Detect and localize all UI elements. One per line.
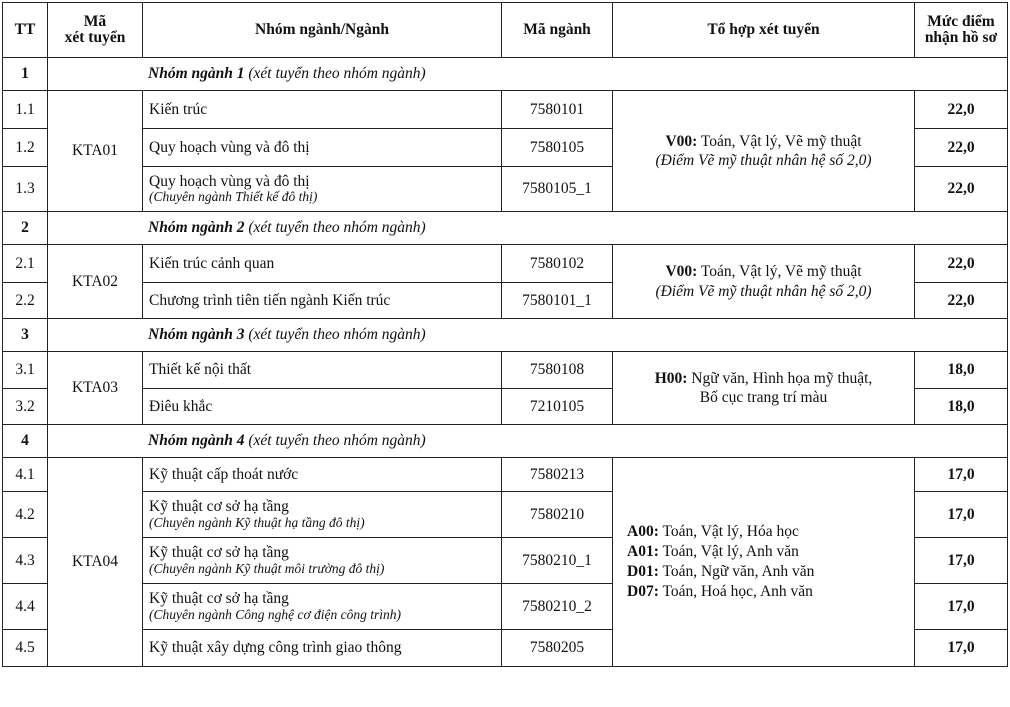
ma-nganh: 7580105 — [502, 129, 613, 167]
muc-diem: 22,0 — [915, 129, 1008, 167]
group-title — [48, 212, 1008, 245]
to-hop-subjects: Toán, Vật lý, Hóa học — [658, 522, 799, 540]
ma-xet-tuyen: KTA02 — [48, 245, 143, 319]
nganh-name: Kỹ thuật cơ sở hạ tầng — [149, 590, 289, 608]
to-hop-subjects: Toán, Vật lý, Vẽ mỹ thuật — [697, 263, 862, 281]
row-tt: 1.2 — [3, 129, 48, 167]
ma-nganh: 7580102 — [502, 245, 613, 283]
table-row — [3, 352, 1008, 389]
nganh-name-cell — [143, 167, 502, 212]
row-tt: 2.2 — [3, 283, 48, 319]
group-title — [48, 58, 1008, 91]
group-name: Nhóm ngành 1 — [148, 65, 245, 82]
nganh-name: Chương trình tiên tiến ngành Kiến trúc — [149, 291, 391, 309]
to-hop-subjects: Toán, Vật lý, Vẽ mỹ thuật — [697, 132, 862, 150]
ma-nganh: 7580213 — [502, 458, 613, 492]
muc-diem: 22,0 — [915, 167, 1008, 212]
nganh-name-cell — [143, 584, 502, 630]
to-hop-subjects: Bố cục trang trí màu — [699, 389, 828, 406]
row-tt: 1.1 — [3, 91, 48, 129]
group-row — [3, 319, 1008, 352]
row-tt: 2.1 — [3, 245, 48, 283]
ma-xet-tuyen: KTA03 — [48, 352, 143, 425]
nganh-subtitle: (Chuyên ngành Thiết kế đô thị) — [149, 189, 318, 205]
to-hop-code: V00: — [665, 132, 698, 150]
muc-diem: 17,0 — [915, 458, 1008, 492]
to-hop-line — [619, 262, 908, 281]
group-note: (xét tuyển theo nhóm ngành) — [244, 65, 426, 82]
ma-nganh: 7580101 — [502, 91, 613, 129]
to-hop-subjects: Ngữ văn, Hình họa mỹ thuật, — [687, 369, 873, 387]
to-hop-note: (Điểm Vẽ mỹ thuật nhân hệ số 2,0) — [655, 282, 872, 300]
nganh-name: Quy hoạch vùng và đô thị — [149, 138, 310, 156]
header-muc-diem — [915, 3, 1008, 58]
nganh-name-cell — [143, 538, 502, 584]
row-tt: 1.3 — [3, 167, 48, 212]
group-tt: 3 — [3, 319, 48, 352]
header-ma-xet-tuyen-line2: xét tuyển — [64, 29, 126, 46]
nganh-name-cell — [143, 630, 502, 667]
header-muc-diem-line2: nhận hồ sơ — [924, 29, 998, 46]
group-tt: 1 — [3, 58, 48, 91]
group-row — [3, 212, 1008, 245]
ma-nganh: 7580210_2 — [502, 584, 613, 630]
to-hop-subjects: Toán, Ngữ văn, Anh văn — [658, 563, 815, 580]
muc-diem: 22,0 — [915, 91, 1008, 129]
ma-xet-tuyen: KTA01 — [48, 91, 143, 212]
to-hop-cell — [613, 352, 915, 425]
ma-nganh: 7580101_1 — [502, 283, 613, 319]
to-hop-code: A00: — [627, 522, 659, 540]
header-tt: TT — [3, 3, 48, 58]
group-name: Nhóm ngành 2 — [148, 219, 245, 236]
header-ma-xet-tuyen-line1: Mã — [83, 12, 107, 30]
to-hop-code: A01: — [627, 542, 659, 560]
header-muc-diem-line1: Mức điểm — [927, 12, 995, 30]
to-hop-subjects: Toán, Vật lý, Anh văn — [658, 542, 799, 560]
nganh-name-cell — [143, 389, 502, 425]
to-hop-line — [627, 582, 908, 602]
group-row — [3, 58, 1008, 91]
group-note: (xét tuyển theo nhóm ngành) — [244, 432, 426, 449]
to-hop-cell — [613, 458, 915, 667]
table-body — [3, 58, 1008, 667]
header-to-hop: Tổ hợp xét tuyển — [613, 3, 915, 58]
to-hop-line — [627, 542, 908, 562]
nganh-name: Kỹ thuật cấp thoát nước — [149, 465, 299, 483]
ma-nganh: 7210105 — [502, 389, 613, 425]
header-nhom-nganh: Nhóm ngành/Ngành — [143, 3, 502, 58]
muc-diem: 17,0 — [915, 584, 1008, 630]
muc-diem: 17,0 — [915, 630, 1008, 667]
nganh-name-cell — [143, 352, 502, 389]
row-tt: 4.1 — [3, 458, 48, 492]
muc-diem: 18,0 — [915, 352, 1008, 389]
nganh-name: Kỹ thuật cơ sở hạ tầng — [149, 498, 289, 516]
nganh-name: Kỹ thuật cơ sở hạ tầng — [149, 544, 289, 562]
nganh-name: Kiến trúc cảnh quan — [149, 254, 275, 272]
nganh-name-cell — [143, 129, 502, 167]
ma-nganh: 7580105_1 — [502, 167, 613, 212]
group-title — [48, 425, 1008, 458]
ma-nganh: 7580210_1 — [502, 538, 613, 584]
group-name: Nhóm ngành 3 — [148, 326, 245, 343]
nganh-name-cell — [143, 91, 502, 129]
nganh-name: Thiết kế nội thất — [149, 361, 252, 379]
muc-diem: 22,0 — [915, 283, 1008, 319]
ma-nganh: 7580108 — [502, 352, 613, 389]
nganh-name: Kiến trúc — [149, 100, 208, 118]
muc-diem: 17,0 — [915, 492, 1008, 538]
to-hop-code: D07: — [627, 583, 659, 601]
to-hop-line — [619, 132, 908, 151]
nganh-subtitle: (Chuyên ngành Kỹ thuật hạ tầng đô thị) — [149, 514, 365, 530]
ma-nganh: 7580210 — [502, 492, 613, 538]
group-note: (xét tuyển theo nhóm ngành) — [244, 219, 426, 236]
row-tt: 4.3 — [3, 538, 48, 584]
to-hop-line — [619, 369, 908, 388]
nganh-name-cell — [143, 458, 502, 492]
row-tt: 4.2 — [3, 492, 48, 538]
ma-xet-tuyen: KTA04 — [48, 458, 143, 667]
header-ma-xet-tuyen — [48, 3, 143, 58]
group-row — [3, 425, 1008, 458]
nganh-subtitle: (Chuyên ngành Kỹ thuật môi trường đô thị) — [149, 560, 385, 576]
header-ma-nganh: Mã ngành — [502, 3, 613, 58]
to-hop-subjects: Toán, Hoá học, Anh văn — [658, 583, 813, 601]
admission-table — [2, 2, 1008, 667]
row-tt: 3.2 — [3, 389, 48, 425]
group-title — [48, 319, 1008, 352]
to-hop-line — [627, 562, 908, 582]
row-tt: 4.4 — [3, 584, 48, 630]
group-tt: 4 — [3, 425, 48, 458]
header-row — [3, 3, 1008, 58]
table-row — [3, 458, 1008, 492]
to-hop-line — [619, 388, 908, 407]
nganh-name-cell — [143, 492, 502, 538]
group-tt: 2 — [3, 212, 48, 245]
to-hop-line — [627, 522, 908, 542]
muc-diem: 18,0 — [915, 389, 1008, 425]
muc-diem: 17,0 — [915, 538, 1008, 584]
row-tt: 3.1 — [3, 352, 48, 389]
nganh-name-cell — [143, 245, 502, 283]
table-row — [3, 91, 1008, 129]
to-hop-code: H00: — [654, 369, 688, 387]
group-note: (xét tuyển theo nhóm ngành) — [244, 326, 426, 343]
to-hop-code: V00: — [665, 263, 698, 281]
row-tt: 4.5 — [3, 630, 48, 667]
to-hop-cell — [613, 245, 915, 319]
ma-nganh: 7580205 — [502, 630, 613, 667]
to-hop-cell — [613, 91, 915, 212]
table-row — [3, 245, 1008, 283]
to-hop-note: (Điểm Vẽ mỹ thuật nhân hệ số 2,0) — [655, 152, 872, 169]
nganh-name: Kỹ thuật xây dựng công trình giao thông — [149, 639, 402, 657]
nganh-name-cell — [143, 283, 502, 319]
nganh-name: Quy hoạch vùng và đô thị — [149, 172, 310, 190]
nganh-subtitle: (Chuyên ngành Công nghệ cơ điện công trình) — [149, 606, 402, 622]
muc-diem: 22,0 — [915, 245, 1008, 283]
group-name: Nhóm ngành 4 — [148, 432, 245, 449]
to-hop-code: D01: — [627, 563, 659, 580]
nganh-name: Điêu khắc — [149, 397, 213, 415]
